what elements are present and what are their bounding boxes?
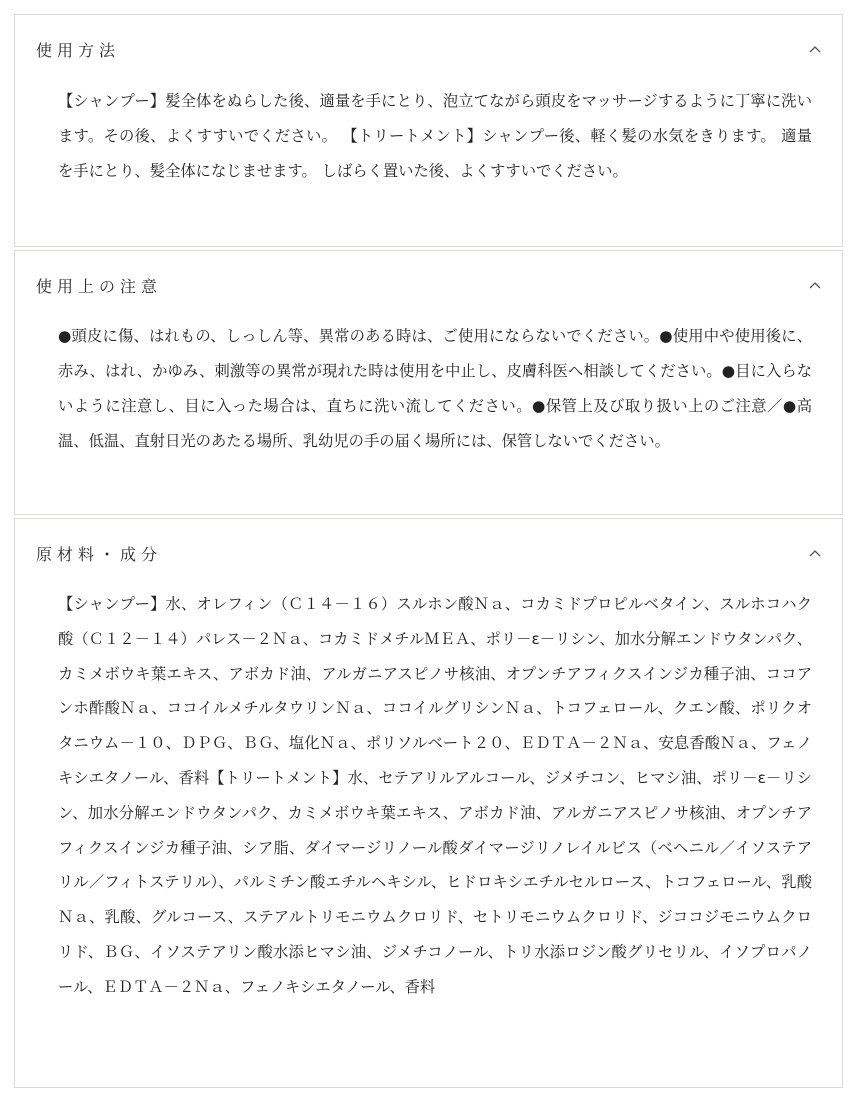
- accordion-body-usage: 【シャンプー】髪全体をぬらした後、適量を手にとり、泡立てながら頭皮をマッサージするように丁寧に洗います。その後、よくすすいでください。 【トリートメント】シャンプー後、軽く髪の水気をきります。 適量を手にとり、髪全体になじませます。 しばらく置いた後、よくすすいでください。: [58, 92, 812, 180]
- accordion-usage: [14, 14, 843, 247]
- accordion-ingredients: [14, 518, 843, 1088]
- chevron-up-icon[interactable]: [808, 278, 822, 292]
- accordion-title-usage: 使用方法: [36, 40, 121, 60]
- accordion-body-ingredients: 【シャンプー】水、オレフィン（Ｃ１４－１６）スルホン酸Ｎａ、コカミドプロピルベタイン、スルホコハク酸（Ｃ１２－１４）パレス－２Ｎａ、コカミドメチルＭＥＡ、ポリ－ε－リシン、加水分解エンドウタンパク、カミメボウキ葉エキス、アボカド油、アルガニアスピノサ核油、オプンチアフィクスインジカ種子油、ココアンホ酢酸Ｎａ、ココイルメチルタウリンＮａ、ココイルグリシンＮａ、トコフェロール、クエン酸、ポリクオタニウム－１０、ＤＰＧ、ＢＧ、塩化Ｎａ、ポリソルベート２０、ＥＤＴＡ－２Ｎａ、安息香酸Ｎａ、フェノキシエタノール、香料【トリートメント】水、セテアリルアルコール、ジメチコン、ヒマシ油、ポリ－ε－リシン、加水分解エンドウタンパク、カミメボウキ葉エキス、アボカド油、アルガニアスピノサ核油、オプンチアフィクスインジカ種子油、シア脂、ダイマージリノール酸ダイマージリノレイルビス（ベヘニル／イソステアリル／フィトステリル）、パルミチン酸エチルヘキシル、ヒドロキシエチルセルロース、トコフェロール、乳酸Ｎａ、乳酸、グルコース、ステアルトリモニウムクロリド、セトリモニウムクロリド、ジココジモニウムクロリド、ＢＧ、イソステアリン酸水添ヒマシ油、ジメチコノール、トリ水添ロジン酸グリセリル、イソプロパノール、ＥＤＴＡ－２Ｎａ、フェノキシエタノール、香料: [58, 595, 812, 996]
- accordion-title-ingredients: 原材料・成分: [36, 544, 163, 564]
- accordion-header-caution[interactable]: [15, 251, 842, 319]
- accordion-header-ingredients[interactable]: [15, 519, 842, 587]
- accordion-title-caution: 使用上の注意: [36, 276, 163, 296]
- accordion-body-caution: ●頭皮に傷、はれもの、しっしん等、異常のある時は、ご使用にならないでください。●使用中や使用後に、赤み、はれ、かゆみ、刺激等の異常が現れた時は使用を中止し、皮膚科医へ相談してください。●目に入らないように注意し、目に入った場合は、直ちに洗い流してください。●保管上及び取り扱い上のご注意／●高温、低温、直射日光のあたる場所、乳幼児の手の届く場所には、保管しないでください。: [58, 327, 812, 450]
- accordion-header-usage[interactable]: [15, 15, 842, 83]
- chevron-up-icon[interactable]: [808, 42, 822, 56]
- accordion-caution: [14, 250, 843, 515]
- chevron-up-icon[interactable]: [808, 546, 822, 560]
